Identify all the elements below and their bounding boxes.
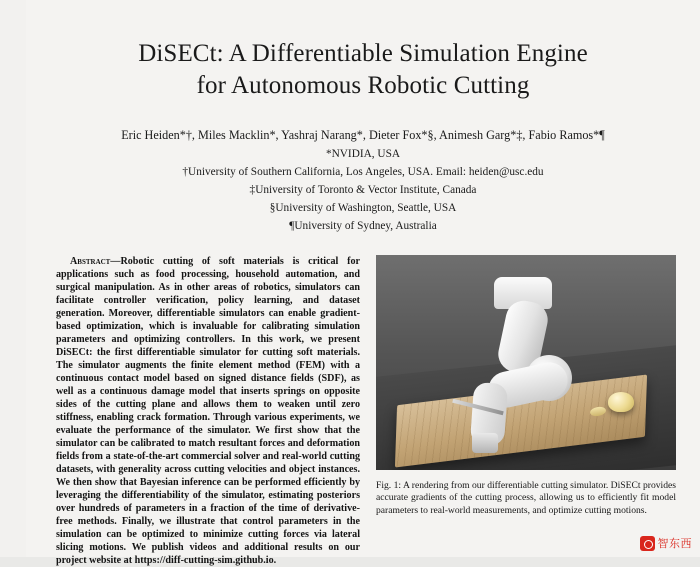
- affiliation-3: ‡University of Toronto & Vector Institute, Canada: [249, 183, 477, 196]
- title-line-1: DiSECt: A Differentiable Simulation Engine: [138, 40, 588, 67]
- food-object: [608, 392, 634, 412]
- affiliation-4: §University of Washington, Seattle, USA: [269, 201, 457, 214]
- abstract-label: Abstract: [70, 255, 111, 267]
- affiliation-5: ¶University of Sydney, Australia: [289, 219, 437, 232]
- figure-1-image: [376, 255, 676, 470]
- left-column: [56, 255, 360, 567]
- figure-1-caption: Fig. 1: A rendering from our differentiable cutting simulator. DiSECt provides accurate gradients of the cutting process, allowing us to efficiently fit model parameters to real-world measurements, and optimize cutting motions.: [376, 479, 676, 517]
- right-column: [376, 255, 676, 567]
- watermark: [640, 535, 693, 551]
- watermark-text: 智东西: [657, 537, 692, 550]
- affiliation-2: †University of Southern California, Los Angeles, USA. Email: heiden@usc.edu: [182, 165, 544, 178]
- author-list: Eric Heiden*†, Miles Macklin*, Yashraj Narang*, Dieter Fox*§, Animesh Garg*‡, Fabio Ramos*¶: [121, 128, 605, 142]
- watermark-logo-icon: [640, 536, 655, 551]
- abstract-paragraph: [56, 255, 360, 567]
- title-line-2: for Autonomous Robotic Cutting: [196, 72, 530, 99]
- robot-gripper: [472, 433, 498, 453]
- affiliation-1: *NVIDIA, USA: [325, 147, 401, 160]
- paper-sheet: [26, 0, 700, 566]
- page-title: [70, 38, 656, 102]
- body-columns: [56, 255, 678, 567]
- abstract-body: —Robotic cutting of soft materials is critical for applications such as food processing, household automation, and surgical manipulation. As in other areas of robotics, simulators can facilitate controller verification, policy learning, and dataset generation. Moreover, differentiable simulators can enable gradient-based optimization, which is invaluable for calibrating simulation parameters and optimizing controllers. In this work, we present DiSECt: the first differentiable simulator for cutting soft materials. The simulator augments the finite element method (FEM) with a continuous contact model based on signed distance fields (SDF), as well as a continuous damage model that inserts springs on opposite sides of the cutting plane and allows them to weaken until zero stiffness, enabling crack formation. Through various experiments, we evaluate the performance of the simulator. We first show that the simulator can be calibrated to match resultant forces and deformation fields from a state-of-the-art commercial solver and real-world cutting datasets, with generality across cutting velocities and object instances. We then show that Bayesian inference can be performed efficiently by leveraging the differentiability of the simulator, estimating posteriors over hundreds of parameters in a fraction of the time of derivative-free methods. Finally, we illustrate that control parameters in the simulation can be optimized to minimize cutting forces via lateral slicing motions. We publish videos and additional results on our project website at https://diff-cutting-sim.github.io.: [56, 255, 360, 566]
